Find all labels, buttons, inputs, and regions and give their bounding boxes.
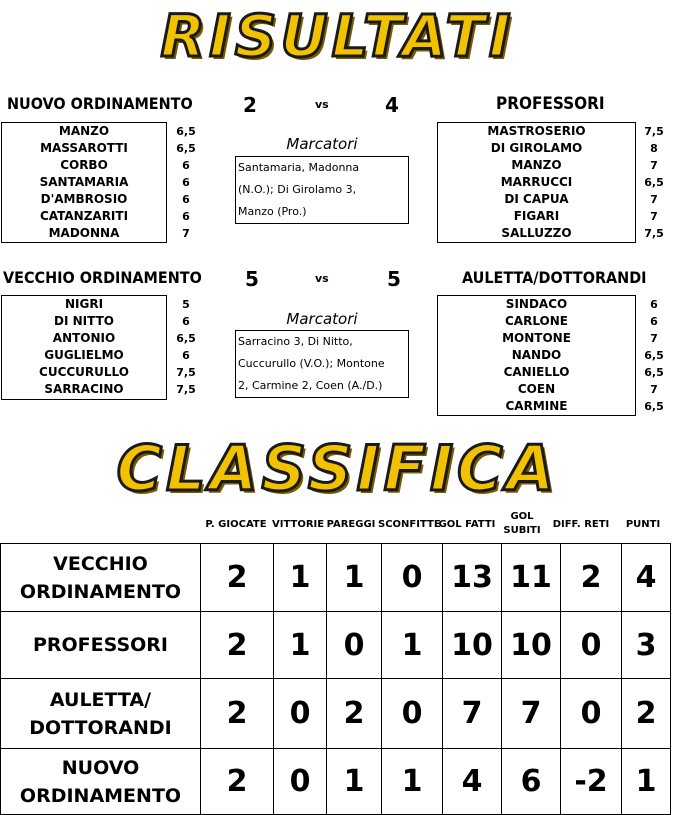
match2-home-votes (171, 296, 201, 398)
scorers-line: Sarracino 3, Di Nitto, (238, 335, 353, 348)
player-vote: 7 (650, 159, 658, 172)
stat-cell: 2 (327, 679, 382, 749)
stat-cell: 2 (622, 679, 671, 749)
team-name (1, 679, 201, 749)
player-name: DI GIROLAMO (490, 141, 583, 155)
stat-cell: 1 (622, 749, 671, 815)
match1-scorers-title: Marcatori (286, 135, 358, 153)
stat-cell: 1 (327, 749, 382, 815)
player-vote: 6 (182, 349, 190, 362)
header-sconfitte: SCONFITTE (378, 519, 441, 530)
scorers-line: 2, Carmine 2, Coen (A./D.) (238, 379, 383, 392)
scorers-line: Santamaria, Madonna (238, 161, 360, 174)
match2-scorers-box (235, 330, 409, 398)
match2-home-score: 5 (245, 267, 259, 291)
player-vote: 7 (650, 193, 658, 206)
stat-cell: 0 (561, 612, 622, 679)
header-p-giocate: P. GIOCATE (205, 519, 267, 530)
player-name: MANZO (58, 124, 110, 138)
stat-cell: 1 (327, 544, 382, 612)
match1-away-votes (639, 123, 669, 242)
match2-away-team: AULETTA/DOTTORANDI (462, 268, 647, 287)
player-name: SALLUZZO (501, 226, 572, 240)
player-vote: 7,5 (644, 227, 664, 240)
stat-cell: 13 (443, 544, 502, 612)
risultati-banner: RISULTATI (160, 2, 515, 70)
stat-cell: 0 (274, 679, 327, 749)
player-vote: 7,5 (176, 366, 196, 379)
player-vote: 6 (650, 315, 658, 328)
match1-home-votes (171, 123, 201, 242)
player-vote: 6,5 (644, 176, 664, 189)
match1-away-team: PROFESSORI (496, 94, 605, 114)
match1-away-score: 4 (385, 93, 399, 117)
player-name: ANTONIO (52, 331, 116, 345)
player-vote: 6 (182, 159, 190, 172)
stat-cell: 0 (561, 679, 622, 749)
header-punti: PUNTI (625, 519, 661, 530)
match1-scorers-box (235, 156, 409, 224)
player-name: MANZO (511, 158, 562, 172)
match1-away-roster (437, 122, 636, 243)
player-name: SARRACINO (44, 382, 124, 396)
player-vote: 6,5 (176, 332, 196, 345)
player-vote: 6 (182, 315, 190, 328)
player-name: GUGLIELMO (44, 348, 124, 362)
match1-home-team: NUOVO ORDINAMENTO (7, 94, 193, 113)
player-vote: 8 (650, 142, 658, 155)
player-vote: 6,5 (644, 366, 664, 379)
table-row (1, 679, 671, 749)
stat-cell: 1 (382, 749, 443, 815)
stat-cell: 11 (502, 544, 561, 612)
team-name (1, 612, 201, 679)
match2-away-roster (437, 295, 636, 416)
player-vote: 6,5 (644, 349, 664, 362)
match1-home-score: 2 (243, 93, 257, 117)
scorers-line: Cuccurullo (V.O.); Montone (238, 357, 385, 370)
classifica-banner: CLASSIFICA (116, 432, 559, 505)
stat-cell: 7 (443, 679, 502, 749)
stat-cell: 2 (201, 679, 274, 749)
player-name: NANDO (511, 348, 562, 362)
stat-cell: 3 (622, 612, 671, 679)
match2-away-votes (639, 296, 669, 415)
stat-cell: 2 (201, 749, 274, 815)
player-vote: 6 (650, 298, 658, 311)
match2-home-team: VECCHIO ORDINAMENTO (3, 268, 202, 287)
stat-cell: 6 (502, 749, 561, 815)
header-diff-reti: DIFF. RETI (552, 519, 610, 530)
player-name: COEN (517, 382, 556, 396)
stat-cell: 0 (382, 679, 443, 749)
stat-cell: 1 (274, 544, 327, 612)
player-vote: 6,5 (644, 400, 664, 413)
stat-cell: 10 (443, 612, 502, 679)
player-name: SINDACO (505, 297, 568, 311)
stat-cell: 1 (382, 612, 443, 679)
player-vote: 6,5 (176, 125, 196, 138)
table-row (1, 544, 671, 612)
team-name-line: PROFESSORI (32, 634, 169, 656)
player-vote: 7 (650, 332, 658, 345)
player-vote: 7 (650, 383, 658, 396)
player-vote: 7 (182, 227, 190, 240)
stat-cell: -2 (561, 749, 622, 815)
team-name-line: ORDINAMENTO (19, 784, 182, 807)
team-name-line: ORDINAMENTO (19, 580, 182, 603)
player-name: FIGARI (513, 209, 560, 223)
match2-vs: vs (315, 272, 329, 285)
player-vote: 6 (182, 176, 190, 189)
player-vote: 7,5 (176, 383, 196, 396)
player-vote: 6 (182, 193, 190, 206)
team-name-line: DOTTORANDI (29, 716, 172, 739)
stat-cell: 0 (274, 749, 327, 815)
player-vote: 6 (182, 210, 190, 223)
player-name: NIGRI (64, 297, 104, 311)
player-name: MASSAROTTI (40, 141, 128, 155)
match2-home-roster (1, 295, 167, 400)
match1-vs: vs (315, 98, 329, 111)
header-gol-subiti: GOL SUBITI (503, 511, 541, 536)
stat-cell: 7 (502, 679, 561, 749)
stat-cell: 2 (201, 612, 274, 679)
stat-cell: 10 (502, 612, 561, 679)
player-name: D'AMBROSIO (40, 192, 128, 206)
player-name: SANTAMARIA (39, 175, 129, 189)
team-name (1, 544, 201, 612)
match2-scorers-title: Marcatori (286, 310, 358, 328)
stat-cell: 2 (201, 544, 274, 612)
header-pareggi: PAREGGI (326, 519, 376, 530)
standings-table (0, 543, 671, 815)
player-name: CUCCURULLO (39, 365, 129, 379)
team-name-line: AULETTA/ (49, 688, 152, 711)
stat-cell: 2 (561, 544, 622, 612)
scorers-line: Manzo (Pro.) (238, 205, 307, 218)
stat-cell: 4 (622, 544, 671, 612)
stat-cell: 1 (274, 612, 327, 679)
player-vote: 7 (650, 210, 658, 223)
player-name: MONTONE (502, 331, 571, 345)
stat-cell: 0 (382, 544, 443, 612)
player-name: CARMINE (505, 399, 568, 413)
player-name: CORBO (60, 158, 108, 172)
player-name: CANIELLO (503, 365, 570, 379)
stat-cell: 4 (443, 749, 502, 815)
scorers-line: (N.O.); Di Girolamo 3, (238, 183, 357, 196)
header-gol-fatti: GOL FATTI (438, 519, 496, 530)
player-name: MASTROSERIO (487, 124, 586, 138)
match1-home-roster (1, 122, 167, 243)
team-name-line: NUOVO (61, 756, 140, 779)
player-name: DI CAPUA (504, 192, 569, 206)
stat-cell: 0 (327, 612, 382, 679)
player-name: DI NITTO (54, 314, 114, 328)
player-name: CATANZARITI (39, 209, 129, 223)
player-vote: 6,5 (176, 142, 196, 155)
table-row (1, 612, 671, 679)
team-name-line: VECCHIO (53, 552, 148, 575)
player-name: CARLONE (505, 314, 568, 328)
header-vittorie: VITTORIE (272, 519, 325, 530)
player-name: MARRUCCI (500, 175, 573, 189)
player-name: MADONNA (48, 226, 120, 240)
player-vote: 7,5 (644, 125, 664, 138)
match2-away-score: 5 (387, 267, 401, 291)
team-name (1, 749, 201, 815)
player-vote: 5 (182, 298, 190, 311)
table-row (1, 749, 671, 815)
